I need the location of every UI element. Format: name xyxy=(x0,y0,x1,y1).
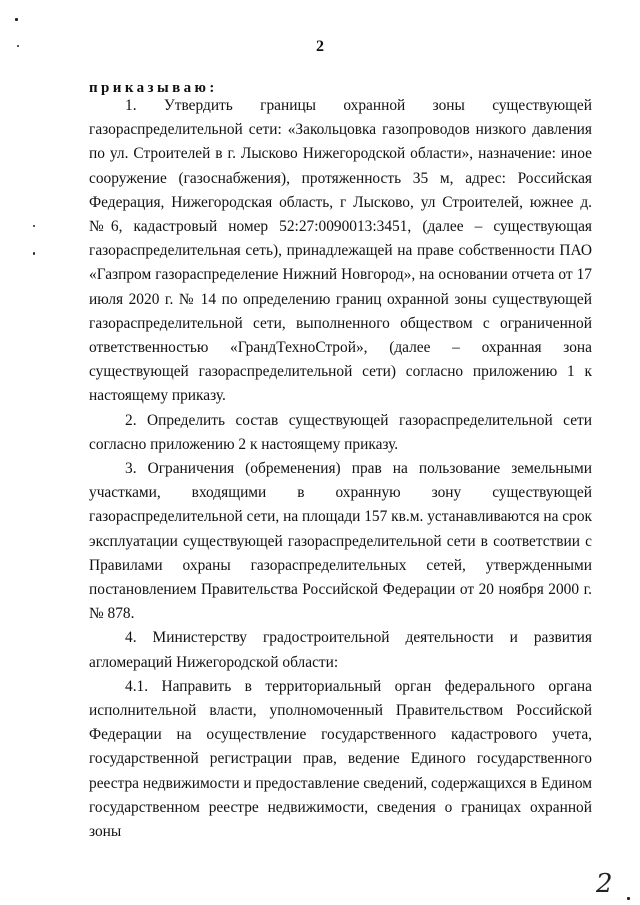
scan-speck xyxy=(33,225,35,227)
paragraph-1: 1. Утвердить границы охранной зоны существующей газораспределительной сети: «Закольцовка газопроводов низкого давления по ул. Строителей в г. Лысково Нижегородской области», назначение: иное сооружение (газоснабжения), протяженность 35 м, адрес: Российская Федерация, Нижегородская область, г Лысково, ул Строителей, южнее д.№6, кадастровый номер 52:27:0090013:3451, (далее – существующая газораспределительная сеть), принадлежащей на праве собственности ПАО «Газпром газораспределение Нижний Новгород», на основании отчета от 17 июля 2020 г. № 14 по определению границ охранной зоны существующей газораспределительной сети, выполненного обществом с ограниченной ответственностью «ГрандТехноСтрой», (далее – охранная зона существующей газораспределительной сети) согласно приложению 1 к настоящему приказу. xyxy=(89,97,592,405)
scan-speck xyxy=(15,18,18,21)
paragraph-4-1: 4.1. Направить в территориальный орган федерального органа исполнительной власти, уполномоченный Правительством Российской Федерации на осуществление государственного кадастрового учета, государственной регистрации прав, ведение Единого государственного реестра недвижимости и предоставление сведений, содержащихся в Едином государственном реестре недвижимости, сведения о границах охранной зоны xyxy=(89,677,592,841)
document-body xyxy=(89,94,592,844)
order-heading: приказываю: xyxy=(89,80,218,96)
paragraph-4: 4. Министерству градостроительной деятельности и развития агломераций Нижегородской области: xyxy=(89,629,592,671)
scan-speck xyxy=(627,897,630,900)
scan-speck xyxy=(33,252,35,255)
handwritten-page-mark: 2 xyxy=(596,869,613,899)
scan-speck xyxy=(17,45,19,47)
page-number: 2 xyxy=(316,38,324,55)
paragraph-3: 3. Ограничения (обременения) прав на пользование земельными участками, входящими в охранную зону существующей газораспределительной сети, на площади 157 кв.м. устанавливаются на срок эксплуатации существующей газораспределительной сети в соответствии с Правилами охраны газораспределительных сетей, утвержденными постановлением Правительства Российской Федерации от 20 ноября 2000 г. № 878. xyxy=(89,460,592,623)
paragraph-2: 2. Определить состав существующей газораспределительной сети согласно приложению 2 к настоящему приказу. xyxy=(89,411,592,453)
